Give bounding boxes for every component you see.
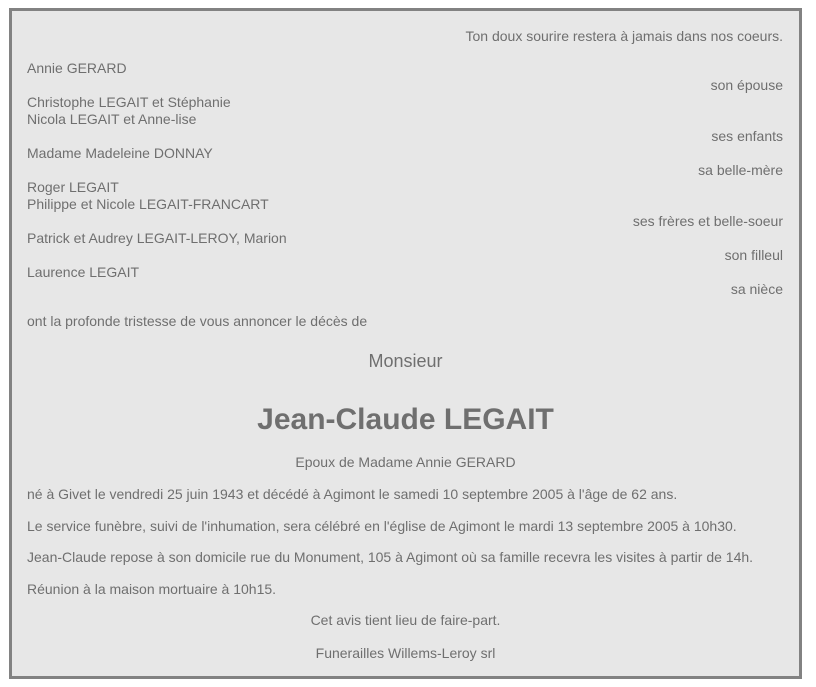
epitaph: Ton doux sourire restera à jamais dans nos coeurs. [465,28,783,44]
family-name: Roger LEGAIT [27,179,119,195]
family-relation: son épouse [710,77,783,93]
family-name: Annie GERARD [27,60,127,76]
spouse-line: Epoux de Madame Annie GERARD [295,454,516,470]
detail-line: Jean-Claude repose à son domicile rue du Monument, 105 à Agimont où sa famille recevra les visites à partir de 14h. [27,549,754,565]
announcement: ont la profonde tristesse de vous annoncer le décès de [27,313,368,329]
family-relation: ses enfants [711,128,783,144]
detail-line: Réunion à la maison mortuaire à 10h15. [27,581,277,597]
family-name: Philippe et Nicole LEGAIT-FRANCART [27,196,269,212]
obituary-card [9,8,802,679]
family-name: Patrick et Audrey LEGAIT-LEROY, Marion [27,230,287,246]
title: Monsieur [368,351,443,371]
notice: Cet avis tient lieu de faire-part. [310,612,501,628]
funeral-home: Funerailles Willems-Leroy srl [315,645,496,661]
family-relation: sa belle-mère [698,162,783,178]
family-relation: ses frères et belle-soeur [632,213,783,229]
detail-line: né à Givet le vendredi 25 juin 1943 et décédé à Agimont le samedi 10 septembre 2005 à l'âge de 62 ans. [27,486,678,502]
family-name: Madame Madeleine DONNAY [27,145,213,161]
family-name: Laurence LEGAIT [27,264,140,280]
detail-line: Le service funèbre, suivi de l'inhumation, sera célébré en l'église de Agimont le mardi 13 septembre 2005 à 10h30. [27,518,737,534]
family-name: Nicola LEGAIT et Anne-lise [27,111,197,127]
family-name: Christophe LEGAIT et Stéphanie [27,94,231,110]
deceased-name: Jean-Claude LEGAIT [257,403,554,436]
family-relation: son filleul [724,247,783,263]
family-relation: sa nièce [730,281,783,297]
